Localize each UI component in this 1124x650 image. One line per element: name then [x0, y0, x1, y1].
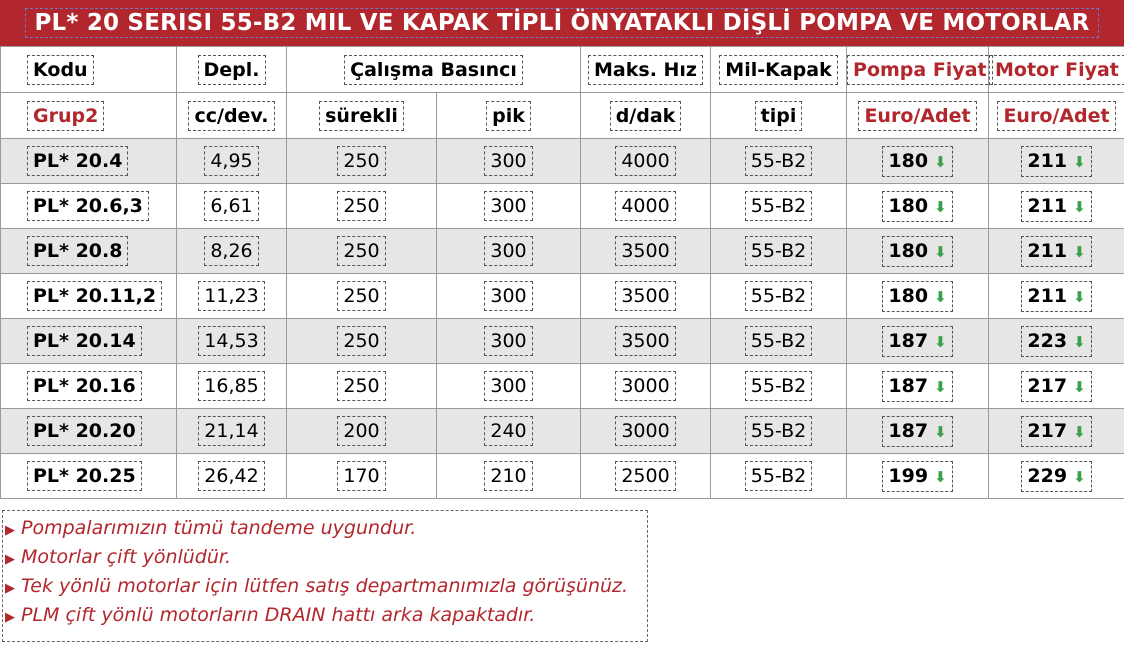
header-row-1 — [1, 47, 1124, 93]
cell-depl-value: 8,26 — [210, 240, 253, 262]
cell-motor-fiyat — [1021, 461, 1091, 492]
cell-pompa-fiyat-value: 187 — [888, 374, 929, 397]
cell-pompa-fiyat-value: 180 — [888, 239, 929, 262]
cell-mil-kapak-tipi-value: 55-B2 — [750, 330, 807, 352]
cell-mil-kapak-tipi — [745, 461, 812, 491]
cell-motor-fiyat-value: 211 — [1027, 194, 1068, 217]
cell-surekli — [337, 461, 385, 491]
header-depl: Depl. — [198, 55, 266, 85]
cell-pik-value: 300 — [490, 285, 527, 307]
cell-depl-value: 4,95 — [210, 150, 253, 172]
cell-maks-hiz — [615, 191, 675, 221]
cell-mil-kapak-tipi — [745, 281, 812, 311]
cell-surekli-value: 250 — [343, 240, 380, 262]
note-text: Motorlar çift yönlüdür. — [21, 546, 232, 568]
header-mil-kapak: Mil-Kapak — [719, 55, 837, 85]
cell-surekli — [337, 236, 385, 266]
table-row — [1, 454, 1124, 499]
down-arrow-icon: ⬇ — [1073, 242, 1086, 261]
header-motor-fiyat: Motor Fiyat — [989, 55, 1124, 85]
cell-maks-hiz-value: 3000 — [621, 375, 670, 397]
cell-mil-kapak-tipi-value: 55-B2 — [750, 375, 807, 397]
cell-pompa-fiyat — [882, 281, 952, 312]
cell-depl-value: 26,42 — [204, 465, 259, 487]
cell-depl — [198, 461, 264, 491]
down-arrow-icon: ⬇ — [934, 377, 947, 396]
header-kodu: Kodu — [27, 55, 94, 85]
cell-motor-fiyat-value: 211 — [1027, 149, 1068, 172]
header-calisma-basinci: Çalışma Basıncı — [344, 55, 523, 85]
cell-surekli — [337, 191, 385, 221]
cell-kodu — [27, 236, 128, 266]
cell-surekli-value: 200 — [343, 420, 380, 442]
cell-pompa-fiyat-value: 180 — [888, 149, 929, 172]
cell-depl-value: 14,53 — [204, 330, 259, 352]
cell-depl-value: 11,23 — [204, 285, 259, 307]
cell-motor-fiyat-value: 217 — [1027, 374, 1068, 397]
note-text: Tek yönlü motorlar için lütfen satış departmanımızla görüşünüz. — [21, 575, 629, 597]
header-pik: pik — [486, 101, 531, 131]
cell-pik — [484, 371, 532, 401]
cell-motor-fiyat — [1021, 146, 1091, 177]
cell-kodu — [27, 371, 142, 401]
down-arrow-icon: ⬇ — [1073, 332, 1086, 351]
cell-maks-hiz-value: 3500 — [621, 285, 670, 307]
cell-surekli — [337, 146, 385, 176]
cell-kodu — [27, 191, 149, 221]
cell-depl-value: 21,14 — [204, 420, 259, 442]
cell-mil-kapak-tipi — [745, 326, 812, 356]
triangle-bullet-icon: ▶ — [5, 552, 15, 567]
title-bar — [0, 0, 1124, 46]
notes-box — [2, 510, 648, 642]
cell-mil-kapak-tipi — [745, 236, 812, 266]
cell-kodu-value: PL* 20.14 — [33, 330, 136, 352]
cell-kodu — [27, 326, 142, 356]
cell-kodu-value: PL* 20.4 — [33, 150, 123, 172]
cell-pompa-fiyat — [882, 371, 952, 402]
cell-pompa-fiyat-value: 180 — [888, 284, 929, 307]
cell-motor-fiyat-value: 217 — [1027, 419, 1068, 442]
cell-mil-kapak-tipi-value: 55-B2 — [750, 240, 807, 262]
cell-mil-kapak-tipi-value: 55-B2 — [750, 195, 807, 217]
table-row — [1, 139, 1124, 184]
cell-surekli-value: 250 — [343, 150, 380, 172]
cell-depl — [198, 371, 264, 401]
header-maks-hiz: Maks. Hız — [588, 55, 703, 85]
cell-maks-hiz-value: 4000 — [621, 150, 670, 172]
down-arrow-icon: ⬇ — [934, 332, 947, 351]
cell-maks-hiz — [615, 326, 675, 356]
cell-depl-value: 6,61 — [210, 195, 253, 217]
cell-mil-kapak-tipi-value: 55-B2 — [750, 150, 807, 172]
cell-pik-value: 210 — [490, 465, 527, 487]
header-euro-adet-pompa: Euro/Adet — [858, 101, 976, 131]
cell-maks-hiz-value: 3500 — [621, 240, 670, 262]
cell-pik — [484, 281, 532, 311]
cell-pik-value: 300 — [490, 240, 527, 262]
cell-surekli-value: 250 — [343, 195, 380, 217]
header-row-2 — [1, 93, 1124, 139]
cell-pompa-fiyat — [882, 236, 952, 267]
triangle-bullet-icon: ▶ — [5, 610, 15, 625]
cell-pik-value: 300 — [490, 375, 527, 397]
cell-surekli — [337, 371, 385, 401]
cell-maks-hiz-value: 3000 — [621, 420, 670, 442]
table-row — [1, 409, 1124, 454]
cell-depl — [204, 191, 258, 221]
cell-pompa-fiyat — [882, 326, 952, 357]
cell-kodu-value: PL* 20.25 — [33, 465, 136, 487]
cell-mil-kapak-tipi — [745, 191, 812, 221]
cell-maks-hiz — [615, 416, 675, 446]
cell-depl — [204, 236, 258, 266]
cell-motor-fiyat — [1021, 416, 1091, 447]
down-arrow-icon: ⬇ — [934, 152, 947, 171]
cell-pik — [484, 416, 532, 446]
cell-surekli — [337, 281, 385, 311]
cell-motor-fiyat-value: 229 — [1027, 464, 1068, 487]
cell-pompa-fiyat-value: 180 — [888, 194, 929, 217]
cell-pik — [484, 191, 532, 221]
note-item — [3, 544, 647, 573]
header-tipi: tipi — [755, 101, 803, 131]
cell-pompa-fiyat-value: 199 — [888, 464, 929, 487]
cell-depl-value: 16,85 — [204, 375, 259, 397]
table-row — [1, 184, 1124, 229]
cell-pompa-fiyat — [882, 146, 952, 177]
cell-surekli-value: 250 — [343, 330, 380, 352]
cell-depl — [198, 416, 264, 446]
cell-pik — [484, 236, 532, 266]
cell-motor-fiyat — [1021, 371, 1091, 402]
note-item — [3, 515, 647, 544]
header-cc-dev: cc/dev. — [188, 101, 274, 131]
cell-kodu-value: PL* 20.8 — [33, 240, 123, 262]
cell-depl — [204, 146, 258, 176]
down-arrow-icon: ⬇ — [1073, 287, 1086, 306]
cell-motor-fiyat-value: 211 — [1027, 284, 1068, 307]
header-pompa-fiyat: Pompa Fiyat — [847, 55, 993, 85]
cell-pik — [484, 326, 532, 356]
table-row — [1, 364, 1124, 409]
cell-pik — [484, 461, 532, 491]
cell-pik — [484, 146, 532, 176]
note-text: PLM çift yönlü motorların DRAIN hattı arka kapaktadır. — [21, 604, 536, 626]
note-item — [3, 602, 647, 631]
cell-pompa-fiyat-value: 187 — [888, 419, 929, 442]
down-arrow-icon: ⬇ — [1073, 422, 1086, 441]
cell-kodu — [27, 461, 142, 491]
down-arrow-icon: ⬇ — [934, 242, 947, 261]
header-euro-adet-motor: Euro/Adet — [997, 101, 1115, 131]
cell-kodu — [27, 281, 162, 311]
cell-surekli — [337, 326, 385, 356]
cell-pik-value: 300 — [490, 195, 527, 217]
cell-kodu-value: PL* 20.6,3 — [33, 195, 143, 217]
down-arrow-icon: ⬇ — [934, 287, 947, 306]
cell-kodu-value: PL* 20.11,2 — [33, 285, 157, 307]
note-text: Pompalarımızın tümü tandeme uygundur. — [21, 517, 417, 539]
down-arrow-icon: ⬇ — [1073, 467, 1086, 486]
cell-kodu-value: PL* 20.16 — [33, 375, 136, 397]
table-row — [1, 229, 1124, 274]
cell-motor-fiyat — [1021, 281, 1091, 312]
note-item — [3, 573, 647, 602]
cell-surekli-value: 250 — [343, 285, 380, 307]
cell-mil-kapak-tipi-value: 55-B2 — [750, 420, 807, 442]
header-d-dak: d/dak — [610, 101, 682, 131]
cell-kodu — [27, 146, 128, 176]
triangle-bullet-icon: ▶ — [5, 523, 15, 538]
cell-mil-kapak-tipi — [745, 146, 812, 176]
cell-surekli-value: 170 — [343, 465, 380, 487]
cell-pik-value: 240 — [490, 420, 527, 442]
cell-maks-hiz — [615, 236, 675, 266]
down-arrow-icon: ⬇ — [934, 422, 947, 441]
cell-maks-hiz — [615, 146, 675, 176]
cell-kodu — [27, 416, 142, 446]
down-arrow-icon: ⬇ — [1073, 152, 1086, 171]
down-arrow-icon: ⬇ — [934, 467, 947, 486]
page-title: PL* 20 SERISI 55-B2 MIL VE KAPAK TİPLİ ÖNYATAKLI DİŞLİ POMPA VE MOTORLAR — [25, 8, 1098, 38]
cell-motor-fiyat-value: 211 — [1027, 239, 1068, 262]
header-surekli: sürekli — [319, 101, 404, 131]
cell-depl — [198, 326, 264, 356]
cell-maks-hiz — [615, 461, 675, 491]
cell-pik-value: 300 — [490, 330, 527, 352]
cell-pik-value: 300 — [490, 150, 527, 172]
cell-surekli — [337, 416, 385, 446]
cell-surekli-value: 250 — [343, 375, 380, 397]
triangle-bullet-icon: ▶ — [5, 581, 15, 596]
down-arrow-icon: ⬇ — [934, 197, 947, 216]
cell-maks-hiz-value: 3500 — [621, 330, 670, 352]
cell-motor-fiyat — [1021, 326, 1091, 357]
cell-pompa-fiyat — [882, 461, 952, 492]
cell-depl — [198, 281, 264, 311]
cell-mil-kapak-tipi — [745, 371, 812, 401]
header-grup: Grup2 — [27, 101, 104, 131]
cell-maks-hiz-value: 4000 — [621, 195, 670, 217]
table-row — [1, 274, 1124, 319]
cell-mil-kapak-tipi-value: 55-B2 — [750, 285, 807, 307]
cell-mil-kapak-tipi-value: 55-B2 — [750, 465, 807, 487]
cell-pompa-fiyat — [882, 416, 952, 447]
cell-maks-hiz — [615, 371, 675, 401]
price-table — [0, 46, 1124, 499]
cell-pompa-fiyat — [882, 191, 952, 222]
cell-mil-kapak-tipi — [745, 416, 812, 446]
cell-motor-fiyat — [1021, 191, 1091, 222]
cell-pompa-fiyat-value: 187 — [888, 329, 929, 352]
cell-kodu-value: PL* 20.20 — [33, 420, 136, 442]
table-row — [1, 319, 1124, 364]
down-arrow-icon: ⬇ — [1073, 197, 1086, 216]
down-arrow-icon: ⬇ — [1073, 377, 1086, 396]
cell-motor-fiyat-value: 223 — [1027, 329, 1068, 352]
cell-motor-fiyat — [1021, 236, 1091, 267]
cell-maks-hiz — [615, 281, 675, 311]
cell-maks-hiz-value: 2500 — [621, 465, 670, 487]
